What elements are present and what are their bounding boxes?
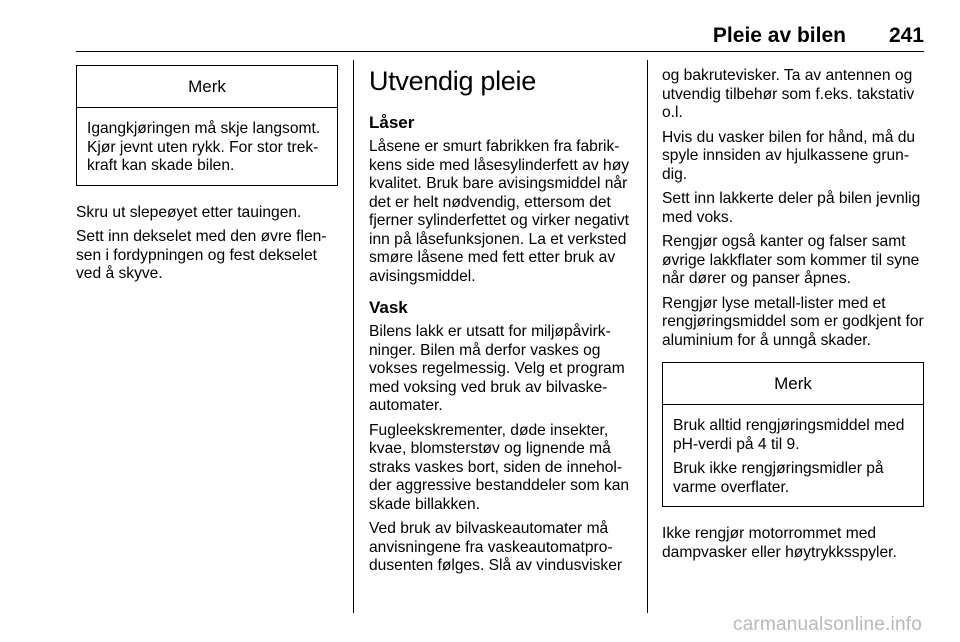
paragraph: Ved bruk av bilvaskeautomater må anvisningene fra vaskeautomatpro-dusenten følges. Slå av vindusvisker (369, 520, 623, 574)
paragraph: Rengjør også kanter og falser samt øvrige lakkflater som kommer til syne når dører og panser åpnes. (662, 233, 920, 287)
page-title: Pleie av bilen (712, 24, 846, 47)
note-text: Bruk ikke rengjøringsmidler på varme overflater. (673, 460, 884, 496)
paragraph: Sett inn lakkerte deler på bilen jevnlig med voks. (662, 190, 921, 226)
note-title: Merk (77, 66, 337, 108)
column-divider-right (647, 60, 648, 613)
paragraph: Låsene er smurt fabrikken fra fabrik-kens side med låsesylinderfett av høy kvalitet. Bruk bare avisingsmiddel når det er helt nødvendig, ettersom det fjerner sylinderfettet og virker negativt inn på låsefunksjonen. La et verksted smøre låsene med fett etter bruk av avisingsmiddel. (369, 138, 630, 285)
left-column (76, 65, 338, 290)
subsection-title: Vask (369, 298, 408, 317)
header-rule (76, 51, 924, 52)
paragraph: Skru ut slepeøyet etter tauingen. (76, 203, 302, 221)
note-text: Igangkjøringen må skje langsomt. Kjør jevnt uten rykk. For stor trek-kraft kan skade bilen. (87, 120, 321, 174)
watermark: carmanualsonline.info (732, 614, 922, 635)
note-text: Bruk alltid rengjøringsmiddel med pH-verdi på 4 til 9. (673, 417, 905, 453)
section-title: Utvendig pleie (369, 66, 536, 96)
note-body (663, 405, 923, 506)
note-title: Merk (663, 363, 923, 405)
paragraph: Rengjør lyse metall-lister med et rengjøringsmiddel som er godkjent for aluminium for å unngå skader. (662, 294, 924, 349)
middle-column (369, 64, 633, 582)
note-body (77, 108, 337, 185)
paragraph: og bakrutevisker. Ta av antennen og utvendig tilbehør som f.eks. takstativ o.l. (662, 67, 915, 121)
paragraph: Fugleekskrementer, døde insekter, kvae, blomsterstøv og lignende må straks vaskes bort, siden de innehol-der aggressive bestanddeler som kan skade billakken. (369, 421, 630, 513)
column-divider-left (353, 60, 354, 613)
subsection-title: Låser (369, 113, 415, 132)
note-box (76, 65, 338, 186)
right-column (662, 67, 924, 568)
paragraph: Ikke rengjør motorrommet med dampvasker eller høytrykksspyler. (662, 525, 897, 561)
page-number: 241 (888, 24, 924, 47)
page-header (76, 18, 924, 52)
paragraph: Hvis du vasker bilen for hånd, må du spyle innsiden av hjulkassene grun-dig. (662, 128, 916, 183)
note-box (662, 362, 924, 507)
paragraph: Bilens lakk er utsatt for miljøpåvirk-ninger. Bilen må derfor vaskes og vokses regelmessig. Velg et program med voksing ved bruk av bilvaske-automater. (369, 323, 625, 414)
paragraph: Sett inn dekselet med den øvre flen-sen i fordypningen og fest dekselet ved å skyve. (76, 228, 327, 282)
